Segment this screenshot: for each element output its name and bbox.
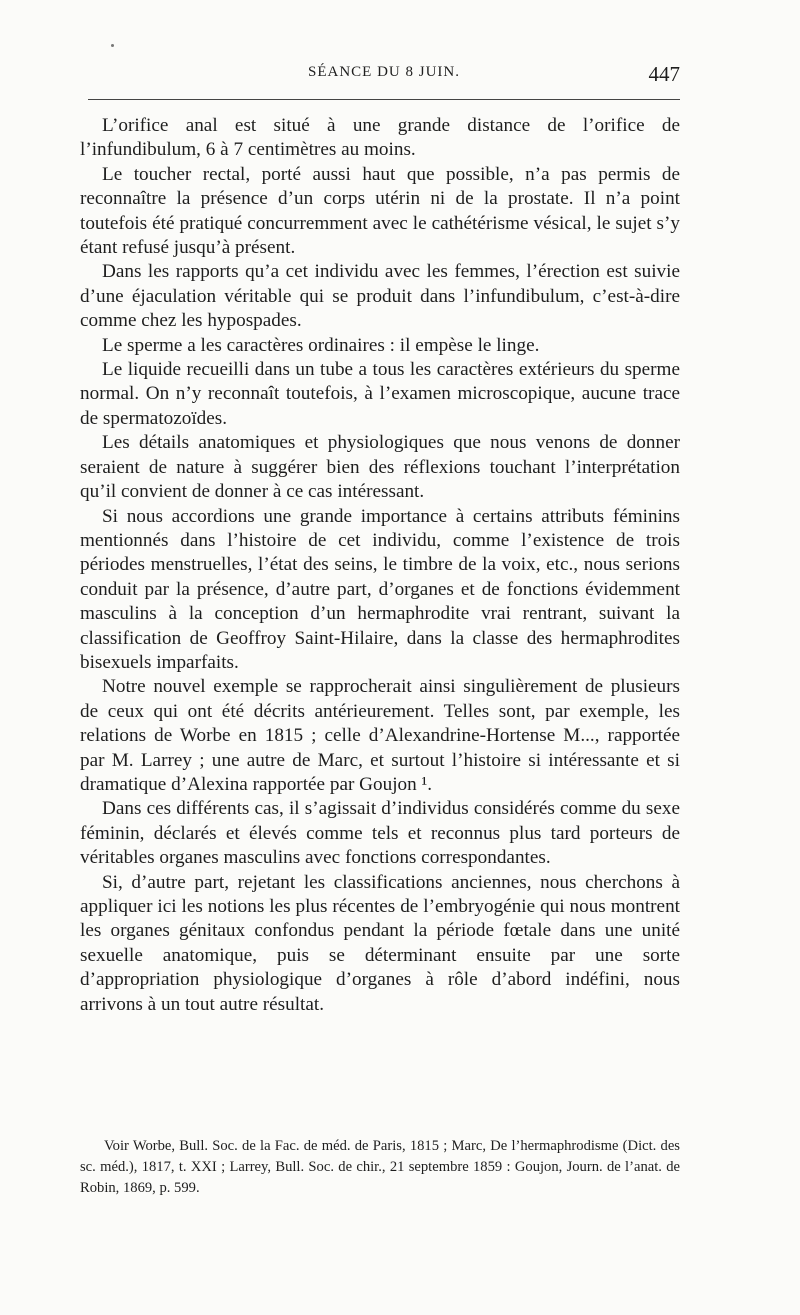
paragraph: L’orifice anal est situé à une grande distance de l’orifice de l’infundibulum, 6 à 7 centimètres au moins. <box>80 115 680 161</box>
paragraph: Les détails anatomiques et physiologiques que nous venons de donner seraient de nature à suggérer bien des réflexions touchant l’interprétation qu’il convient de donner à ce cas intéressant. <box>80 432 680 503</box>
paragraph: Dans ces différents cas, il s’agissait d’individus considérés comme du sexe féminin, déclarés et élevés comme tels et reconnus plus tard porteurs de véritables organes masculins avec fonctions correspondantes. <box>80 798 680 869</box>
running-head: SÉANCE DU 8 JUIN. <box>308 64 460 80</box>
page-number: 447 <box>648 62 680 86</box>
paragraph: Le toucher rectal, porté aussi haut que possible, n’a pas permis de reconnaître la présence d’un corps utérin ni de la prostate. Il n’a point toutefois été pratiqué concurremment avec le cathétérisme vésical, le sujet s’y étant refusé jusqu’à présent. <box>80 163 680 259</box>
page-header <box>88 62 680 92</box>
paragraph: Si nous accordions une grande importance à certains attributs féminins mentionnés dans l’histoire de cet individu, comme l’existence de trois périodes menstruelles, l’état des seins, le timbre de la voix, etc., nous serions conduit par la présence, d’autre part, d’organes et de fonctions évidemment masculins à la conception d’un hermaphrodite vrai rentrant, suivant la classification de Geoffroy Saint-Hilaire, dans la classe des hermaphrodites bisexuels imparfaits. <box>80 505 680 673</box>
paragraph: Notre nouvel exemple se rapprocherait ainsi singulièrement de plusieurs de ceux qui ont été décrits antérieurement. Telles sont, par exemple, les relations de Worbe en 1815 ; celle d’Alexandrine-Hortense M..., rapportée par M. Larrey ; une autre de Marc, et surtout l’histoire si intéressante et si dramatique d’Alexina rapportée par Goujon ¹. <box>80 676 680 795</box>
paragraph: Le sperme a les caractères ordinaires : il empèse le linge. <box>102 334 540 356</box>
paragraph: Dans les rapports qu’a cet individu avec les femmes, l’érection est suivie d’une éjaculation véritable qui se produit dans l’infundibulum, c’est-à-dire comme chez les hypospades. <box>80 261 680 332</box>
footnote: Voir Worbe, Bull. Soc. de la Fac. de méd. de Paris, 1815 ; Marc, De l’hermaphrodisme (Dict. des sc. méd.), 1817, t. XXI ; Larrey, Bull. Soc. de chir., 21 septembre 1859 : Goujon, Journ. de l’anat. de Robin, 1869, p. 599. <box>80 1138 680 1196</box>
ink-speck <box>111 44 114 47</box>
header-rule <box>88 99 680 100</box>
paragraph: Le liquide recueilli dans un tube a tous les caractères extérieurs du sperme normal. On n’y reconnaît toutefois, à l’examen microscopique, aucune trace de spermatozoïdes. <box>80 359 680 429</box>
body-text <box>80 114 680 1017</box>
paragraph: Si, d’autre part, rejetant les classifications anciennes, nous cherchons à appliquer ici les notions les plus récentes de l’embryogénie qui nous montrent les organes génitaux confondus pendant la période fœtale dans une unité sexuelle anatomique, puis se déterminant ensuite par une sorte d’appropriation physiologique d’organes à rôle d’abord indéfini, nous arrivons à un tout autre résultat. <box>80 871 680 1015</box>
